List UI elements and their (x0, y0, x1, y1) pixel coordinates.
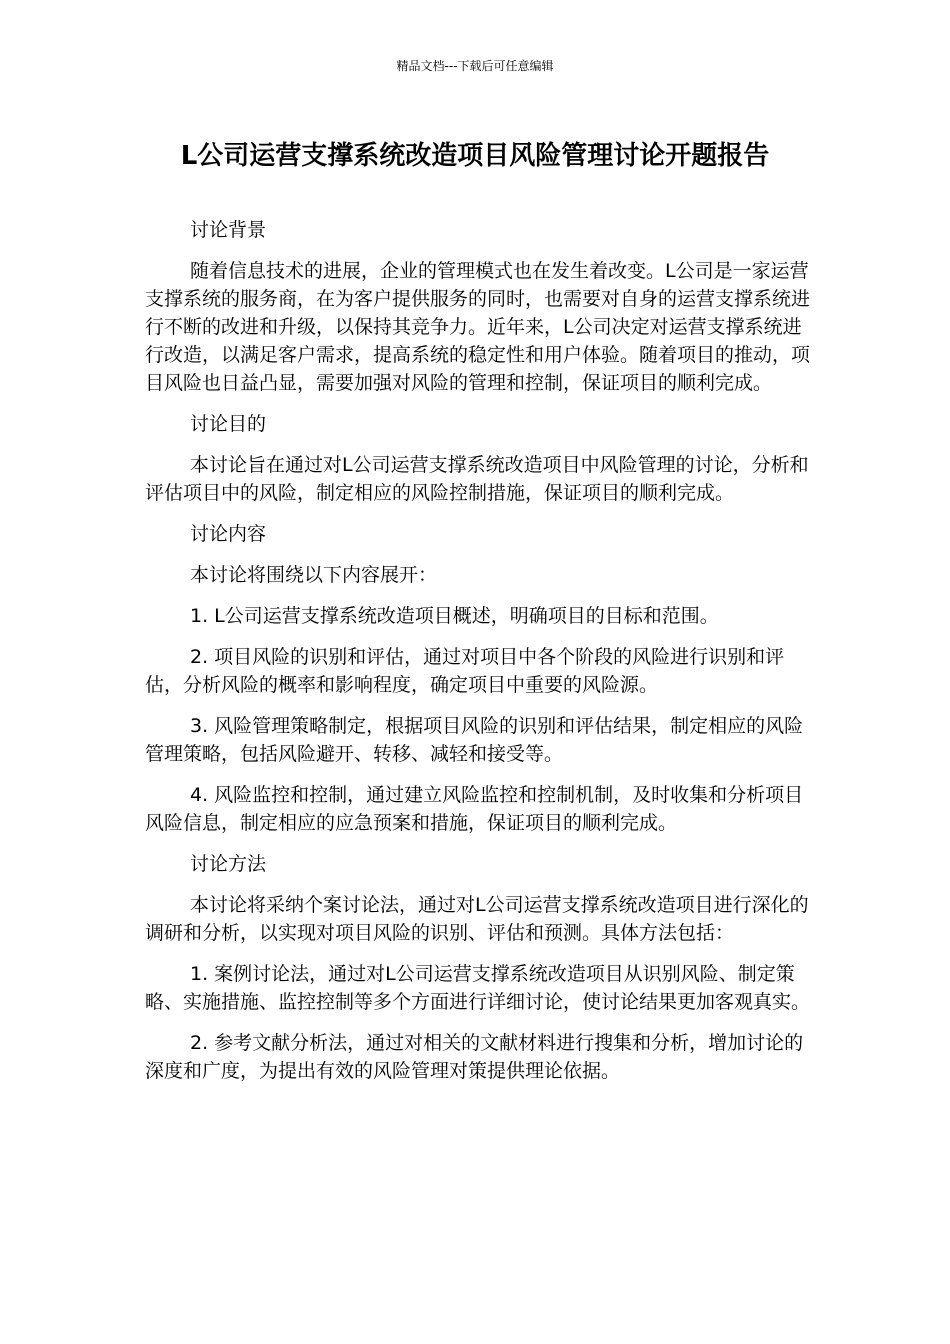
list-item-method-2: 2. 参考文献分析法，通过对相关的文献材料进行搜集和分析，增加讨论的深度和广度，为提出有效的风险管理对策提供理论依据。 (145, 1032, 804, 1082)
section-heading-method: 讨论方法 (190, 853, 267, 875)
document-title: L公司运营支撑系统改造项目风险管理讨论开题报告 (180, 141, 770, 171)
section-heading-purpose: 讨论目的 (190, 413, 267, 435)
paragraph-background: 随着信息技术的进展，企业的管理模式也在发生着改变。L公司是一家运营支撑系统的服务商，在为客户提供服务的同时，也需要对自身的运营支撑系统进行不断的改进和升级，以保持其竞争力。近年来，L公司决定对运营支撑系统进行改造，以满足客户需求，提高系统的稳定性和用户体验。随着项目的推动，项目风险也日益凸显，需要加强对风险的管理和控制，保证项目的顺利完成。 (145, 260, 811, 394)
paragraph-purpose: 本讨论旨在通过对L公司运营支撑系统改造项目中风险管理的讨论，分析和评估项目中的风险，制定相应的风险控制措施，保证项目的顺利完成。 (145, 454, 809, 504)
list-item-content-1: 1. L公司运营支撑系统改造项目概述，明确项目的目标和范围。 (190, 605, 719, 627)
list-item-content-4: 4. 风险监控和控制，通过建立风险监控和控制机制，及时收集和分析项目风险信息，制定相应的应急预案和措施，保证项目的顺利完成。 (145, 784, 804, 834)
paragraph-content-intro: 本讨论将围绕以下内容展开： (190, 564, 438, 586)
document-body (145, 216, 810, 1098)
list-item-content-2: 2. 项目风险的识别和评估，通过对项目中各个阶段的风险进行识别和评估，分析风险的概率和影响程度，确定项目中重要的风险源。 (145, 646, 785, 696)
section-heading-background: 讨论背景 (190, 219, 267, 241)
section-heading-content: 讨论内容 (190, 523, 267, 545)
paragraph-method-intro: 本讨论将采纳个案讨论法，通过对L公司运营支撑系统改造项目进行深化的调研和分析，以实现对项目风险的识别、评估和预测。具体方法包括： (145, 894, 809, 944)
list-item-method-1: 1. 案例讨论法，通过对L公司运营支撑系统改造项目从识别风险、制定策略、实施措施、监控控制等多个方面进行详细讨论，使讨论结果更加客观真实。 (145, 963, 811, 1013)
list-item-content-3: 3. 风险管理策略制定，根据项目风险的识别和评估结果，制定相应的风险管理策略，包括风险避开、转移、减轻和接受等。 (145, 715, 804, 765)
page-header: 精品文档---下载后可任意编辑 (396, 59, 554, 73)
